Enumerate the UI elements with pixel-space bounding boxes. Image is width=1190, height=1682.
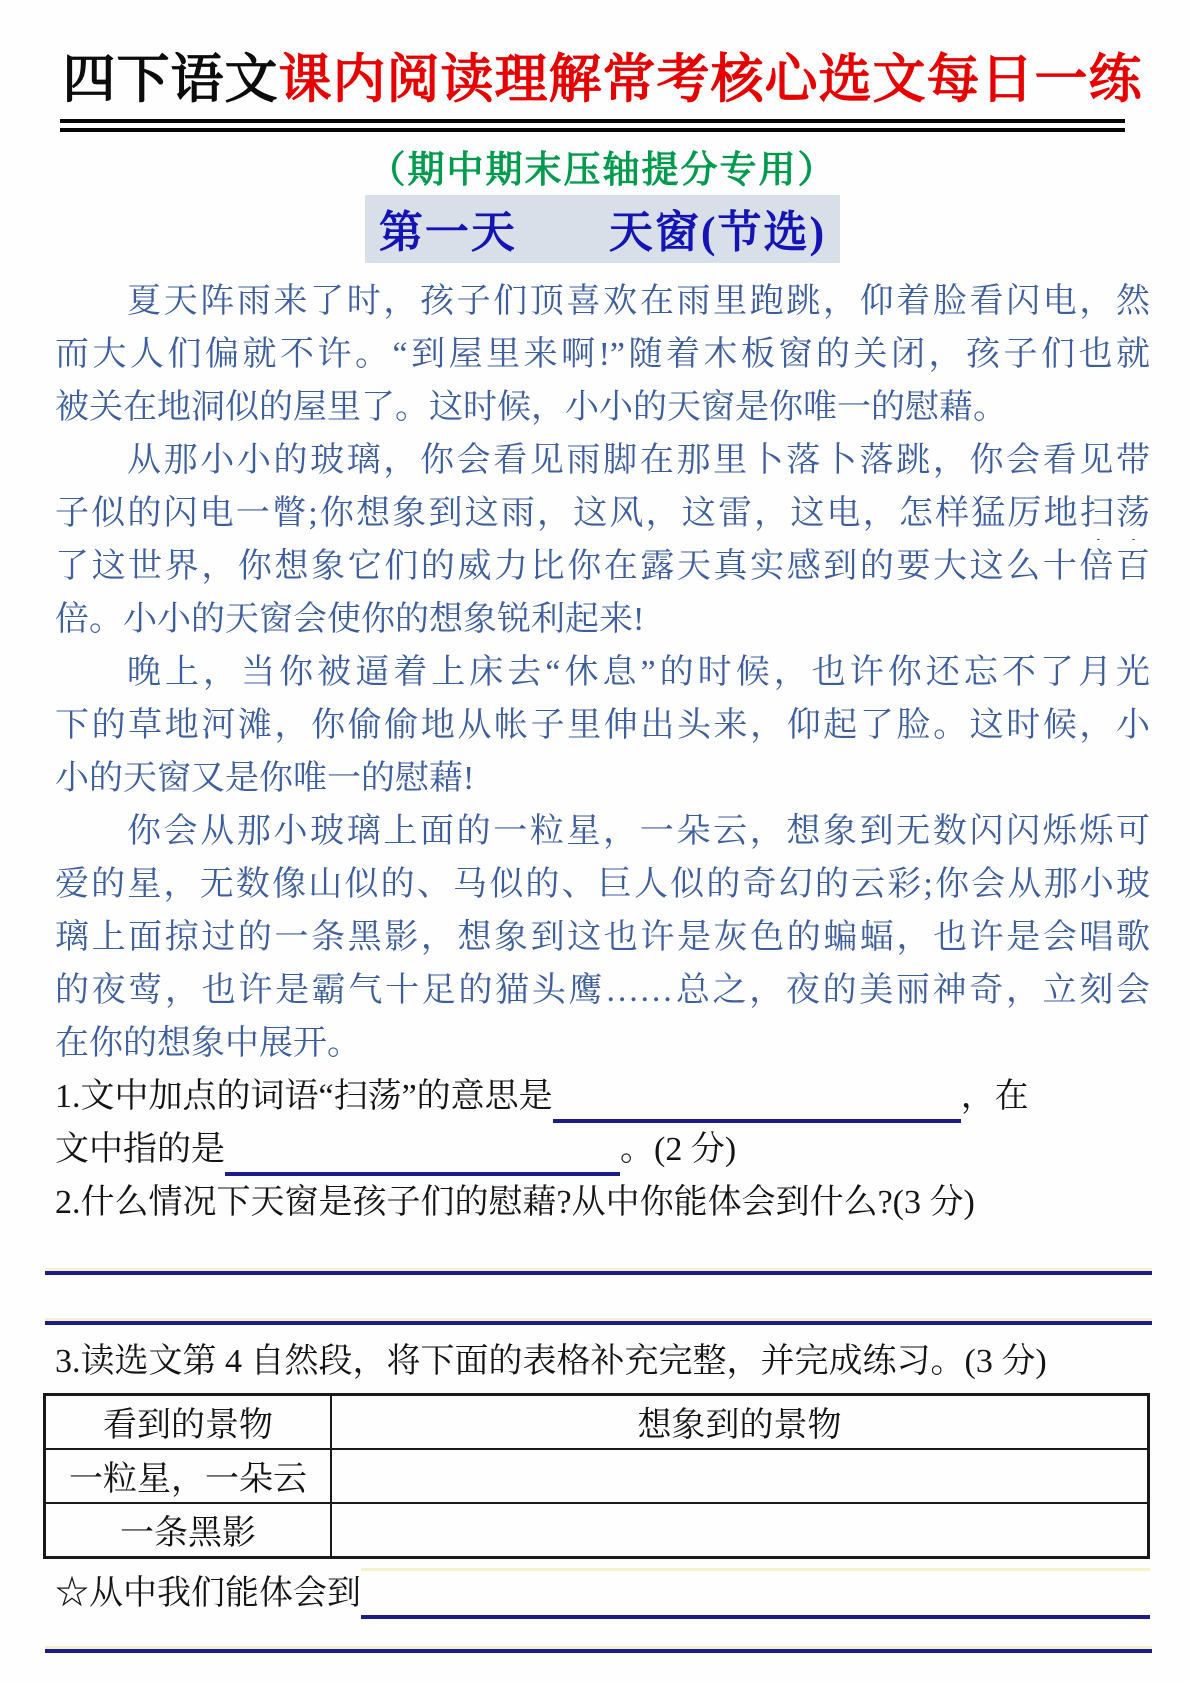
passage-line: 在你的想象中展开。	[55, 1024, 361, 1062]
passage-line: 了这世界，你想象它们的威力比你在露天真实感到的要大这么十倍百	[55, 547, 1150, 585]
passage-line: 从那小小的玻璃，你会看见雨脚在那里卜落卜落跳，你会看见带	[127, 441, 1150, 479]
question-1-text-2: 文中指的是	[55, 1130, 225, 1168]
question-2: 2.什么情况下天窗是孩子们的慰藉?从中你能体会到什么?(3 分)	[55, 1183, 975, 1221]
passage-line: 小的天窗又是你唯一的慰藉!	[55, 759, 475, 797]
question-1-points: 。(2 分)	[620, 1130, 737, 1168]
passage-line: 爱的星，无数像山似的、马似的、巨人似的奇幻的云彩;你会从那小玻	[55, 865, 1150, 903]
answer-blank-underline	[361, 1571, 1150, 1619]
table-row	[45, 1503, 1149, 1558]
passage-line: 被关在地洞似的屋里了。这时候，小小的天窗是你唯一的慰藉。	[55, 388, 1007, 426]
passage-line: 的夜莺，也许是霸气十足的猫头鹰……总之，夜的美丽神奇，立刻会	[55, 971, 1150, 1009]
passage-line: 而大人们偏就不许。“到屋里来啊!”随着木板窗的关闭，孩子们也就	[55, 335, 1150, 373]
title-main: 课内阅读理解常考核心选文每日一练	[278, 51, 1143, 109]
takeaway-prompt-line	[55, 1569, 1150, 1619]
passage-line	[55, 487, 1150, 540]
answer-blank-underline	[553, 1075, 961, 1123]
answer-line	[45, 1271, 1152, 1275]
passage-line: 璃上面掠过的一条黑影，想象到这也许是灰色的蝙蝠，也许是会唱歌	[55, 918, 1150, 956]
table-header-imagined: 想象到的景物	[331, 1394, 1149, 1449]
answer-line	[45, 1321, 1152, 1325]
answer-blank-underline	[225, 1128, 620, 1176]
table-cell-imagined-blank	[331, 1449, 1149, 1503]
passage-line: 你会从那小玻璃上面的一粒星，一朵云，想象到无数闪闪烁烁可	[127, 812, 1150, 850]
question-1-text-cont: ，在	[960, 1077, 1029, 1115]
passage-line: 夏天阵雨来了时，孩子们顶喜欢在雨里跑跳，仰着脸看闪电，然	[127, 282, 1150, 320]
title-course: 四下语文	[62, 51, 279, 109]
worksheet-table	[43, 1393, 1150, 1559]
answer-line	[45, 1649, 1152, 1653]
table-header-seen: 看到的景物	[45, 1394, 332, 1449]
table-cell-seen: 一条黑影	[45, 1503, 332, 1558]
subtitle: （期中期末压轴提分专用）	[368, 149, 837, 191]
passage-line: 下的草地河滩，你偷偷地从帐子里伸出头来，仰起了脸。这时候，小	[55, 706, 1150, 744]
question-3: 3.读选文第 4 自然段，将下面的表格补充完整，并完成练习。(3 分)	[55, 1342, 1047, 1380]
emphasized-word: 扫荡	[1079, 494, 1150, 532]
passage-line: 倍。小小的天窗会使你的想象锐利起来!	[55, 600, 645, 638]
table-cell-seen: 一粒星，一朵云	[45, 1449, 332, 1503]
table-row	[45, 1449, 1149, 1503]
title-double-underline	[60, 119, 1125, 132]
passage-line-text: 子似的闪电一瞥;你想象到这雨，这风，这雷，这电，怎样猛厉地	[55, 494, 1080, 532]
table-cell-imagined-blank	[331, 1503, 1149, 1558]
question-1-text: 1.文中加点的词语“扫荡”的意思是	[55, 1077, 553, 1115]
day-heading-row	[55, 195, 1150, 263]
question-1-line-2	[55, 1123, 1150, 1176]
question-1-line-1	[55, 1070, 1150, 1123]
passage-line: 晚上，当你被逼着上床去“休息”的时候，也许你还忘不了月光	[127, 653, 1150, 691]
table-header-row	[45, 1394, 1149, 1449]
passage	[55, 275, 1150, 1070]
takeaway-prompt: ☆从中我们能体会到	[55, 1574, 361, 1612]
day-heading: 第一天 天窗(节选)	[365, 195, 840, 263]
page-title	[55, 50, 1150, 111]
